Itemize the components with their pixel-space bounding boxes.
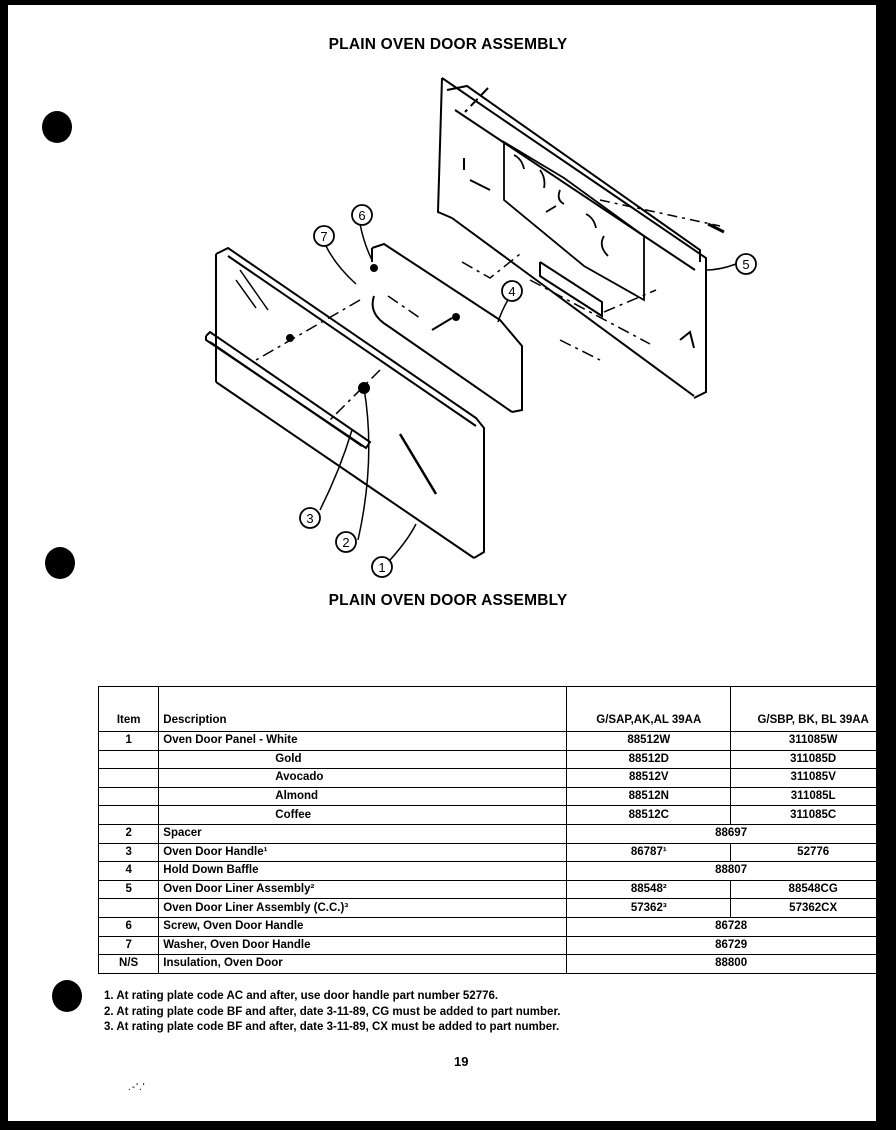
guide-lines bbox=[256, 254, 656, 420]
table-row: 6 Screw, Oven Door Handle 86728 bbox=[99, 917, 896, 936]
binder-hole-bottom bbox=[52, 980, 82, 1012]
table-row: Oven Door Liner Assembly (C.C.)³ 57362³ 57362CX bbox=[99, 899, 896, 918]
parts-table bbox=[98, 686, 896, 974]
header-model-a: G/SAP,AK,AL 39AA bbox=[567, 687, 731, 732]
page-title: PLAIN OVEN DOOR ASSEMBLY bbox=[328, 36, 568, 53]
callout-6: 6 bbox=[358, 208, 366, 223]
table-row: 3 Oven Door Handle¹ 86787¹ 52776 bbox=[99, 843, 896, 862]
footnotes bbox=[104, 989, 560, 1036]
table-row: 7 Washer, Oven Door Handle 86729 bbox=[99, 936, 896, 955]
callout-3: 3 bbox=[306, 511, 314, 526]
oven-door-liner-drawing bbox=[438, 78, 724, 398]
scan-smudge: .-'.' bbox=[128, 1082, 146, 1093]
footnote-3: 3. At rating plate code BF and after, date 3-11-89, CX must be added to part number. bbox=[104, 1021, 560, 1033]
table-row: 5 Oven Door Liner Assembly² 88548² 88548CG bbox=[99, 880, 896, 899]
table-row: Coffee 88512C 311085C bbox=[99, 806, 896, 825]
table-row: Gold 88512D 311085D bbox=[99, 750, 896, 769]
oven-door-panel-drawing bbox=[216, 248, 484, 558]
header-item: Item bbox=[99, 687, 159, 732]
callout-7: 7 bbox=[320, 229, 328, 244]
table-row: Avocado 88512V 311085V bbox=[99, 769, 896, 788]
callout-1: 1 bbox=[378, 560, 386, 575]
footnote-2: 2. At rating plate code BF and after, date 3-11-89, CG must be added to part number. bbox=[104, 1005, 561, 1018]
table-row: Almond 88512N 311085L bbox=[99, 787, 896, 806]
table-row: 2 Spacer 88697 bbox=[99, 824, 896, 843]
hold-down-baffle-drawing bbox=[371, 244, 522, 412]
footnote-1: 1. At rating plate code AC and after, use door handle part number 52776. bbox=[104, 990, 499, 1002]
callout-4: 4 bbox=[508, 284, 516, 299]
page-number: 19 bbox=[454, 1054, 469, 1069]
callout-2: 2 bbox=[342, 535, 350, 550]
table-row: N/S Insulation, Oven Door 88800 bbox=[99, 955, 896, 974]
table-row: 1 Oven Door Panel - White 88512W 311085W bbox=[99, 732, 896, 751]
section-title: PLAIN OVEN DOOR ASSEMBLY bbox=[328, 592, 568, 609]
callout-5: 5 bbox=[742, 257, 750, 272]
table-row: 4 Hold Down Baffle 88807 bbox=[99, 862, 896, 881]
header-description: Description bbox=[159, 687, 567, 732]
header-model-b: G/SBP, BK, BL 39AA bbox=[731, 687, 896, 732]
table-header-row bbox=[99, 687, 896, 732]
